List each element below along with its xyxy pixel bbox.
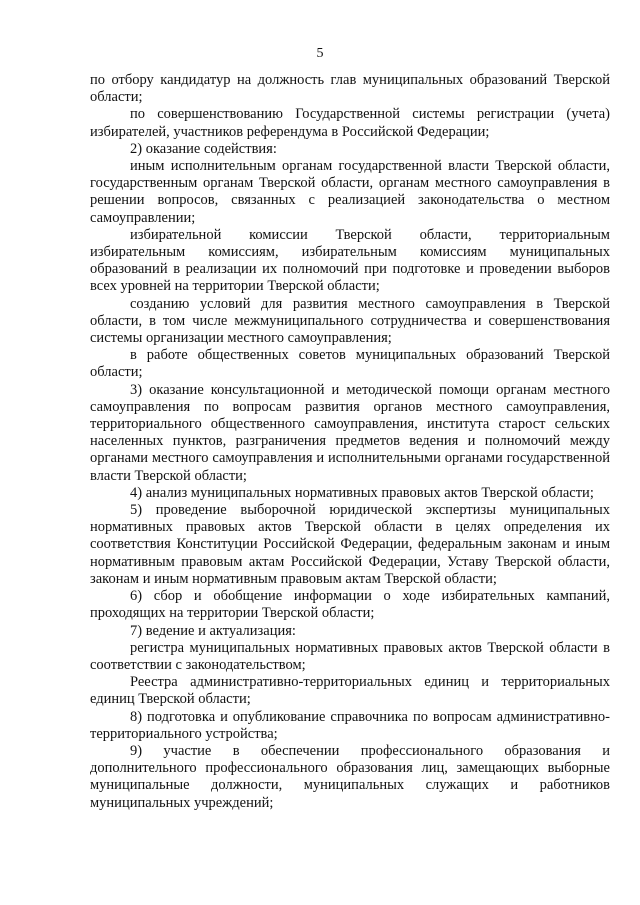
page-number: 5 xyxy=(316,46,324,61)
paragraph: по отбору кандидатур на должность глав муниципальных образований Тверской области; xyxy=(90,72,610,106)
paragraph: 4) анализ муниципальных нормативных правовых актов Тверской области; xyxy=(130,484,594,501)
paragraph: 7) ведение и актуализация: xyxy=(130,622,296,639)
paragraph: 8) подготовка и опубликование справочника по вопросам административно-территориального устройства; xyxy=(90,708,610,742)
paragraph: 6) сбор и обобщение информации о ходе избирательных кампаний, проходящих на территории Тверской области; xyxy=(90,588,610,622)
paragraph: 5) проведение выборочной юридической экспертизы муниципальных нормативных правовых актов Тверской области в целях определения их соответствия Конституции Российской Федерации, федеральным законам и иным нормативным правовым актам Российской Федерации, Уставу Тверской области, законам и иным нормативным правовым актам Тверской области; xyxy=(90,502,610,587)
paragraph: избирательной комиссии Тверской области, территориальным избирательным комиссиям, избирательным комиссиям муниципальных образований в реализации их полномочий при подготовке и проведении выборов всех уровней на территории Тверской области; xyxy=(90,226,610,295)
document-body xyxy=(90,72,610,812)
paragraph: Реестра административно-территориальных единиц и территориальных единиц Тверской области; xyxy=(90,674,610,708)
paragraph: регистра муниципальных нормативных правовых актов Тверской области в соответствии с законодательством; xyxy=(90,639,610,673)
paragraph: 2) оказание содействия: xyxy=(130,140,277,157)
paragraph: в работе общественных советов муниципальных образований Тверской области; xyxy=(90,347,610,381)
paragraph: иным исполнительным органам государственной власти Тверской области, государственным органам Тверской области, органам местного самоуправления в решении вопросов, связанных с реализацией законодательства о местном самоуправлении; xyxy=(90,158,610,226)
paragraph: 3) оказание консультационной и методической помощи органам местного самоуправления по вопросам развития органов местного самоуправления, территориального общественного самоуправления, института старост сельских населенных пунктов, разграничения предметов ведения и полномочий между органами местного самоуправления и исполнительными органами государственной власти Тверской области; xyxy=(90,381,610,484)
paragraph: по совершенствованию Государственной системы регистрации (учета) избирателей, участников референдума в Российской Федерации; xyxy=(90,106,610,140)
paragraph: созданию условий для развития местного самоуправления в Тверской области, в том числе межмуниципального сотрудничества и совершенствования системы организации местного самоуправления; xyxy=(90,295,610,347)
paragraph: 9) участие в обеспечении профессионального образования и дополнительного профессионального образования лиц, замещающих выборные муниципальные должности, муниципальных служащих и работников муниципальных учреждений; xyxy=(90,742,610,811)
